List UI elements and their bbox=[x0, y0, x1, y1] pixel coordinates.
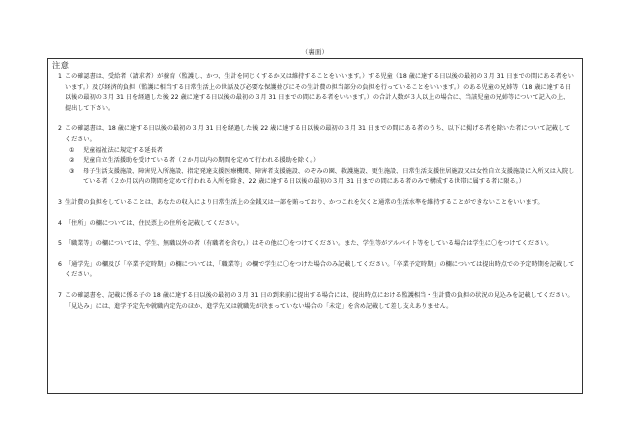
subitem-marker: ③ bbox=[69, 167, 75, 175]
note-item-4 bbox=[54, 219, 575, 230]
note-number: 6 bbox=[58, 260, 62, 268]
note-item-3 bbox=[54, 198, 575, 209]
note-number: 1 bbox=[58, 73, 62, 80]
notes-section bbox=[47, 58, 583, 394]
note-subitem-3 bbox=[69, 167, 575, 188]
subitem-marker: ① bbox=[69, 146, 75, 154]
notes-title: 注意 bbox=[52, 60, 70, 70]
note-number: 3 bbox=[58, 198, 62, 206]
subitem-text: 母子生活支援施設、障害児入所施設、指定発達支援医療機関、障害者支援施設、のぞみの園、救護施設、更生施設、日常生活支援住居施設又は女性自立支援施設に入所又は入院している者（２か月以内の期間を定めて行われる入所を除き、22 歳に達する日以後の最初の３月 31 日までの間にある者のみで構成する世帯に属する者に限る。） bbox=[83, 167, 575, 186]
subitem-text: 児童自立生活援助を受けている者（２か月以内の期間を定めて行われる援助を除く。） bbox=[83, 157, 320, 165]
note-number: 5 bbox=[58, 240, 62, 248]
note-text: この確認書は、受給者（請求者）が養育（監護し、かつ、生計を同じくするか又は維持することをいいます。）する児童（18 歳に達する日以後の最初の３月 31 日までの間にある者をいいます。）及び経済的負担（監護に相当する日常生活上の世話及び必要な保護並びにその生計費の担当部分の負担を行っていることをいいます。）のある児童の兄姉等（18 歳に達する日以後の最初の３月 31 日を経過した後 22 歳に達する日以後の最初の３月 31 日までの間にある者をいいます。）の合計人数が３人以上の場合に、当該児童の兄姉等について記入の上、提出して下さい。 bbox=[65, 73, 574, 112]
note-number: 7 bbox=[58, 291, 62, 299]
subitem-text: 児童福祉法に規定する延長者 bbox=[83, 146, 163, 154]
notes-list bbox=[54, 72, 575, 322]
note-number: 2 bbox=[58, 125, 62, 133]
note-subitem-1 bbox=[69, 146, 575, 157]
note-item-6 bbox=[54, 260, 575, 281]
note-item-1 bbox=[54, 72, 575, 114]
note-text: この確認書は、18 歳に達する日以後の最初の３月 31 日を経過した後 22 歳に達する日以後の最初の３月 31 日までの間にある者のうち、以下に掲げる者を除いた者について記載してください。 bbox=[65, 125, 571, 143]
note-text: 「職業等」の欄については、学生、無職以外の者（有職者を含む。）はその他に〇をつけてください。また、学生等がアルバイト等をしている場合は学生に〇をつけてください。 bbox=[65, 240, 553, 248]
note-text: 「通学先」の欄及び「卒業予定時期」の欄については、「職業等」の欄で学生に〇をつけた場合のみ記載してください。「卒業予定時期」の欄については提出時点での予定時期を記載してください。 bbox=[65, 260, 575, 279]
note-number: 4 bbox=[58, 219, 62, 227]
note-text: 生計費の負担をしていることは、あなたの収入により日常生活上の金銭又は一部を賄っており、かつこれを欠くと通常の生活水準を維持することができないことをいいます。 bbox=[65, 198, 544, 206]
note-item-7 bbox=[54, 291, 575, 312]
note-item-2 bbox=[54, 124, 575, 188]
note-text: この確認書を、記載に係る子の 18 歳に達する日以後の最初の３月 31 日の到来前に提出する場合には、提出時点における監護相当・生計費の負担の状況の見込みを記載してください。「見込み」には、進学予定先や就職内定先のほか、進学先又は就職先が決まっていない場合の「未定」を含め記載して差し支えありません。 bbox=[65, 291, 574, 310]
note-text: 「住所」の欄については、住民票上の住所を記載してください。 bbox=[65, 219, 243, 227]
page-side-label: （裏面） bbox=[301, 49, 329, 56]
note-item-5 bbox=[54, 239, 575, 250]
subitem-marker: ② bbox=[69, 157, 75, 165]
note-subitem-2 bbox=[69, 156, 575, 167]
